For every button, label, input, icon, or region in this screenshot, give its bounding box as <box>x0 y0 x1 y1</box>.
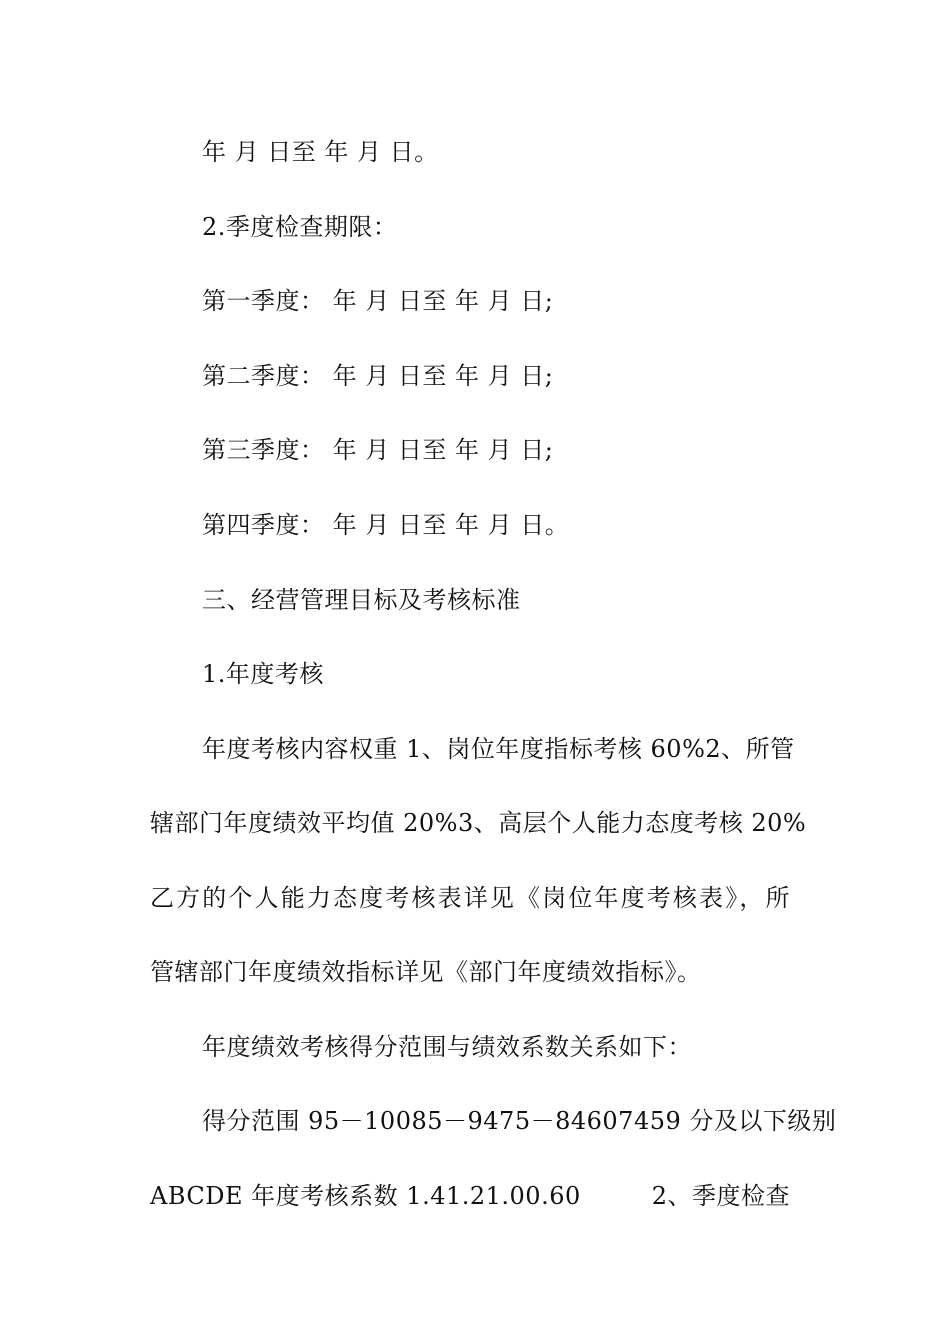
quarterly-period-heading: 2.季度检查期限： <box>202 213 398 241</box>
coefficient-line <box>150 1181 790 1211</box>
quarter-2-line: 第二季度： 年 月 日至 年 月 日; <box>202 362 554 390</box>
weights-paragraph-line-4: 管辖部门年度绩效指标详见《部门年度绩效指标》。 <box>150 958 702 986</box>
weights-paragraph-line-2: 辖部门年度绩效平均值 20%3、高层个人能力态度考核 20% <box>150 809 807 837</box>
weights-paragraph-line-3: 乙方的个人能力态度考核表详见《岗位年度考核表》，所 <box>150 884 790 912</box>
quarter-4-line: 第四季度： 年 月 日至 年 月 日。 <box>202 511 570 539</box>
coefficient-text: ABCDE 年度考核系数 1.41.21.00.60 <box>150 1182 581 1210</box>
relation-intro-line: 年度绩效考核得分范围与绩效系数关系如下： <box>202 1033 692 1061</box>
section-3-heading: 三、经营管理目标及考核标准 <box>202 586 521 614</box>
quarterly-check-heading: 2、季度检查 <box>651 1182 790 1210</box>
quarter-1-line: 第一季度： 年 月 日至 年 月 日; <box>202 287 554 315</box>
annual-review-heading: 1.年度考核 <box>202 660 324 688</box>
weights-paragraph-line-1: 年度考核内容权重 1、岗位年度指标考核 60%2、所管 <box>202 735 795 763</box>
annual-period-line: 年 月 日至 年 月 日。 <box>202 138 439 166</box>
score-range-line: 得分范围 95－10085－9475－84607459 分及以下级别 <box>202 1107 837 1135</box>
quarter-3-line: 第三季度： 年 月 日至 年 月 日; <box>202 436 554 464</box>
